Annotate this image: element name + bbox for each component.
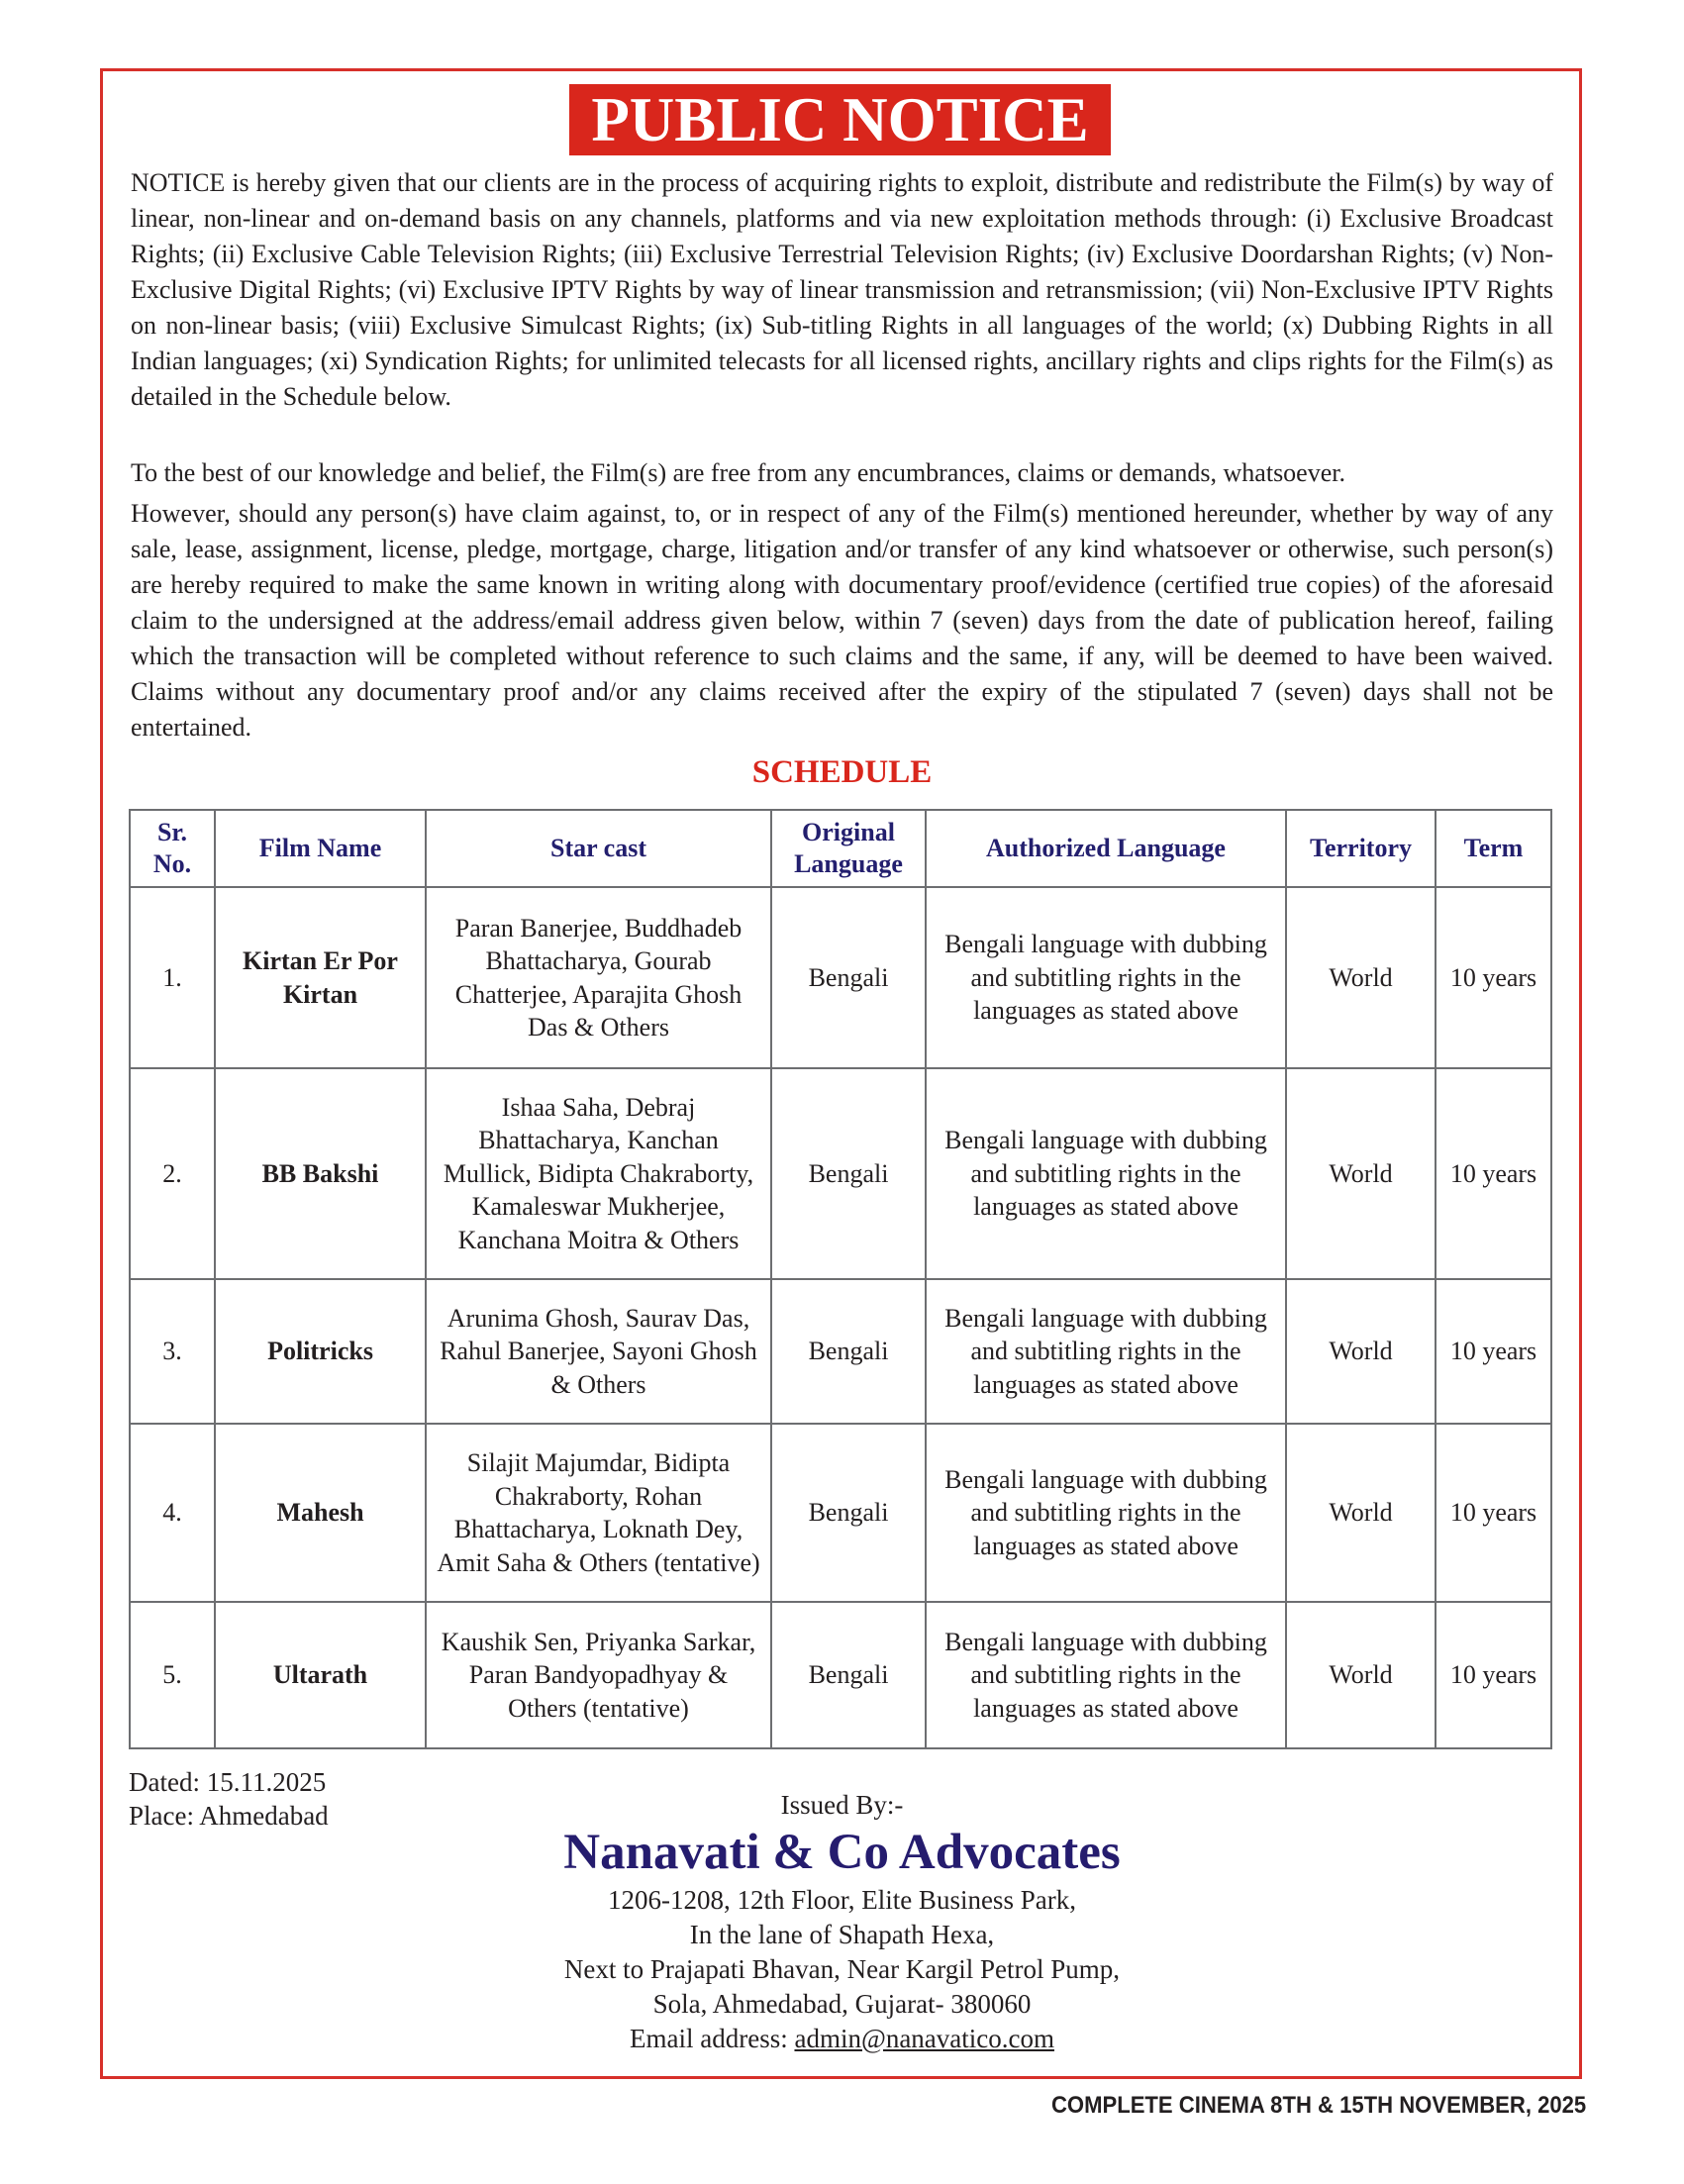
cell-term: 10 years: [1436, 1279, 1551, 1424]
publication-line: COMPLETE CINEMA 8TH & 15TH NOVEMBER, 2025: [1050, 2092, 1586, 2119]
column-header-film-name: Film Name: [215, 810, 426, 887]
cell-original-language: Bengali: [771, 1068, 926, 1279]
column-header-term: Term: [1436, 810, 1551, 887]
cell-star-cast: Paran Banerjee, Buddhadeb Bhattacharya, Gourab Chatterjee, Aparajita Ghosh Das & Others: [426, 887, 771, 1068]
cell-star-cast: Ishaa Saha, Debraj Bhattacharya, Kanchan Mullick, Bidipta Chakraborty, Kamaleswar Mukherjee, Kanchana Moitra & Others: [426, 1068, 771, 1279]
table-row: [130, 887, 1551, 1068]
notice-paragraph-claims: However, should any person(s) have claim against, to, or in respect of any of the Film(s) mentioned hereunder, whether by way of any sale, lease, assignment, license, pledge, mortgage, charge, litigation and/or transfer of any kind whatsoever or otherwise, such person(s) are hereby required to make the same known in writing along with documentary proof/evidence (certified true copies) of the aforesaid claim to the undersigned at the address/email address given below, within 7 (seven) days from the date of publication hereof, failing which the transaction will be completed without reference to such claims and the same, if any, will be deemed to have been waived. Claims without any documentary proof and/or any claims received after the expiry of the stipulated 7 (seven) days shall not be entertained.: [131, 499, 1553, 742]
cell-territory: World: [1286, 1068, 1436, 1279]
column-header-authorized-language: Authorized Language: [926, 810, 1286, 887]
table-row: [130, 1279, 1551, 1424]
cell-star-cast: Arunima Ghosh, Saurav Das, Rahul Banerjee, Sayoni Ghosh & Others: [426, 1279, 771, 1424]
cell-authorized-language: Bengali language with dubbing and subtitling rights in the languages as stated above: [926, 887, 1286, 1068]
cell-sr-no: 3.: [130, 1279, 215, 1424]
table-row: [130, 1602, 1551, 1748]
column-header-territory: Territory: [1286, 810, 1436, 887]
cell-sr-no: 4.: [130, 1424, 215, 1602]
cell-territory: World: [1286, 887, 1436, 1068]
cell-film-name: Politricks: [215, 1279, 426, 1424]
cell-film-name: Ultarath: [215, 1602, 426, 1748]
table-row: [130, 1424, 1551, 1602]
cell-original-language: Bengali: [771, 1279, 926, 1424]
email-link[interactable]: admin@nanavatico.com: [794, 2024, 1054, 2053]
table-row: [130, 1068, 1551, 1279]
email-line: [0, 2022, 1684, 2056]
table-header-row: [130, 810, 1551, 887]
column-header-sr-no: Sr. No.: [130, 810, 215, 887]
cell-term: 10 years: [1436, 887, 1551, 1068]
cell-authorized-language: Bengali language with dubbing and subtitling rights in the languages as stated above: [926, 1602, 1286, 1748]
cell-sr-no: 5.: [130, 1602, 215, 1748]
cell-star-cast: Kaushik Sen, Priyanka Sarkar, Paran Bandyopadhyay & Others (tentative): [426, 1602, 771, 1748]
dated-text: Dated: 15.11.2025: [129, 1767, 327, 1797]
cell-authorized-language: Bengali language with dubbing and subtitling rights in the languages as stated above: [926, 1424, 1286, 1602]
place-text: Place: Ahmedabad: [129, 1801, 329, 1831]
cell-original-language: Bengali: [771, 887, 926, 1068]
schedule-heading: SCHEDULE: [751, 754, 933, 790]
column-header-star-cast: Star cast: [426, 810, 771, 887]
firm-name: Nanavati & Co Advocates: [563, 1825, 1121, 1880]
notice-paragraph-encumbrances: To the best of our knowledge and belief, the Film(s) are free from any encumbrances, claims or demands, whatsoever.: [131, 458, 1345, 487]
address-line: Next to Prajapati Bhavan, Near Kargil Petrol Pump,: [563, 1954, 1121, 1984]
cell-sr-no: 1.: [130, 887, 215, 1068]
cell-territory: World: [1286, 1424, 1436, 1602]
cell-film-name: Mahesh: [215, 1424, 426, 1602]
address-line: In the lane of Shapath Hexa,: [689, 1920, 995, 1949]
notice-title: PUBLIC NOTICE: [591, 84, 1089, 154]
cell-territory: World: [1286, 1279, 1436, 1424]
cell-film-name: BB Bakshi: [215, 1068, 426, 1279]
notice-paragraph-rights: NOTICE is hereby given that our clients are in the process of acquiring rights to exploit, distribute and redistribute the Film(s) by way of linear, non-linear and on-demand basis on any channels, platforms and via new exploitation methods through: (i) Exclusive Broadcast Rights; (ii) Exclusive Cable Television Rights; (iii) Exclusive Terrestrial Television Rights; (iv) Exclusive Doordarshan Rights; (v) Non-Exclusive Digital Rights; (vi) Exclusive IPTV Rights by way of linear transmission and retransmission; (vii) Non-Exclusive IPTV Rights on non-linear basis; (viii) Exclusive Simulcast Rights; (ix) Sub-titling Rights in all languages of the world; (x) Dubbing Rights in all Indian languages; (xi) Syndication Rights; for unlimited telecasts for all licensed rights, ancillary rights and clips rights for the Film(s) as detailed in the Schedule below.: [131, 168, 1553, 411]
cell-star-cast: Silajit Majumdar, Bidipta Chakraborty, Rohan Bhattacharya, Loknath Dey, Amit Saha & Others (tentative): [426, 1424, 771, 1602]
issued-by-label: Issued By:-: [780, 1790, 904, 1820]
address-line: 1206-1208, 12th Floor, Elite Business Park,: [608, 1885, 1076, 1915]
cell-authorized-language: Bengali language with dubbing and subtitling rights in the languages as stated above: [926, 1068, 1286, 1279]
email-label: Email address:: [630, 2024, 795, 2053]
cell-authorized-language: Bengali language with dubbing and subtitling rights in the languages as stated above: [926, 1279, 1286, 1424]
cell-term: 10 years: [1436, 1068, 1551, 1279]
schedule-table: [129, 809, 1552, 1749]
cell-term: 10 years: [1436, 1602, 1551, 1748]
cell-territory: World: [1286, 1602, 1436, 1748]
cell-film-name: Kirtan Er Por Kirtan: [215, 887, 426, 1068]
address-line: Sola, Ahmedabad, Gujarat- 380060: [652, 1989, 1032, 2019]
firm-address: [0, 1883, 1684, 2056]
cell-term: 10 years: [1436, 1424, 1551, 1602]
cell-sr-no: 2.: [130, 1068, 215, 1279]
column-header-original-language: Original Language: [771, 810, 926, 887]
cell-original-language: Bengali: [771, 1602, 926, 1748]
cell-original-language: Bengali: [771, 1424, 926, 1602]
notice-title-banner: [569, 84, 1111, 155]
